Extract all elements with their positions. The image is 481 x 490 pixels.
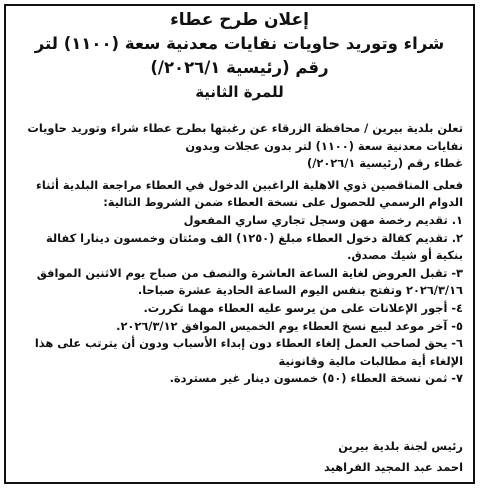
condition-item: ٢. تقديم كفالة دخول العطاء مبلغ (١٢٥٠) الف ومئتان وخمسون دينارا كفالة [45,230,463,245]
condition-item: ٥- آخر موعد لبيع نسخ العطاء يوم الخميس الموافق ٢٠٢٦/٣/١٢. [116,318,463,333]
condition-item: ١. تقديم رخصة مهن وسجل تجاري ساري المفعول [183,212,463,227]
condition-item-cont: ٢٠٢٦/٣/١٦ وتفتح بنفس اليوم الساعة الحادية عشرة صباحا. [137,283,463,298]
requirements-line: الدوام الرسمي للحصول على نسخة العطاء ضمن الشروط التالية: [103,195,463,210]
tender-round: للمرة الثانية [195,83,284,101]
notice-title: إعلان طرح عطاء [170,10,309,30]
signatory-name: احمد عبد المجيد الفراهيد [324,460,463,474]
signature-block [324,436,463,478]
notice-body [14,120,463,388]
requirements-line: فعلى المناقصين ذوي الاهلية الراغبين الدخول في العطاء مراجعة البلدية أثناء [36,177,463,192]
notice-header [6,6,473,104]
intro-line: غطاء رقم (رئيسية ٢٠٢٦/١/) [307,156,463,171]
condition-item: ٦- يحق لصاحب العمل إلغاء العطاء دون إبداء الأسباب ودون أن يترتب على هذا [34,336,463,351]
condition-item-cont: بنكية أو شيك مصدق. [347,248,463,263]
signatory-title: رئيس لجنة بلدية بيرين [338,439,463,453]
tender-subject: شراء وتوريد حاويات نفايات معدنية سعة (١١٠٠) لتر [34,34,445,53]
condition-item: ٣- تقبل العروض لغاية الساعة العاشرة والنصف من صباح يوم الاثنين الموافق [36,265,463,280]
condition-item: ٤- أجور الإعلانات على من يرسو عليه العطاء مهما تكررت. [143,300,463,315]
condition-item: ٧- ثمن نسخة العطاء (٥٠) خمسون دينار غير مستردة. [169,371,463,386]
intro-line: نفايات معدنية سعة (١١٠٠) لتر بدون عجلات وبدون [185,138,463,153]
tender-notice [4,4,475,484]
tender-number: رقم (رئيسية ٢٠٢٦/١/) [150,58,329,77]
intro-line: تعلن بلدية بيرين / محافظة الزرقاء عن رغبتها بطرح عطاء شراء وتوريد حاويات [27,121,463,135]
condition-item-cont: الإلغاء أية مطالبات مالية وقانونية [278,353,463,368]
